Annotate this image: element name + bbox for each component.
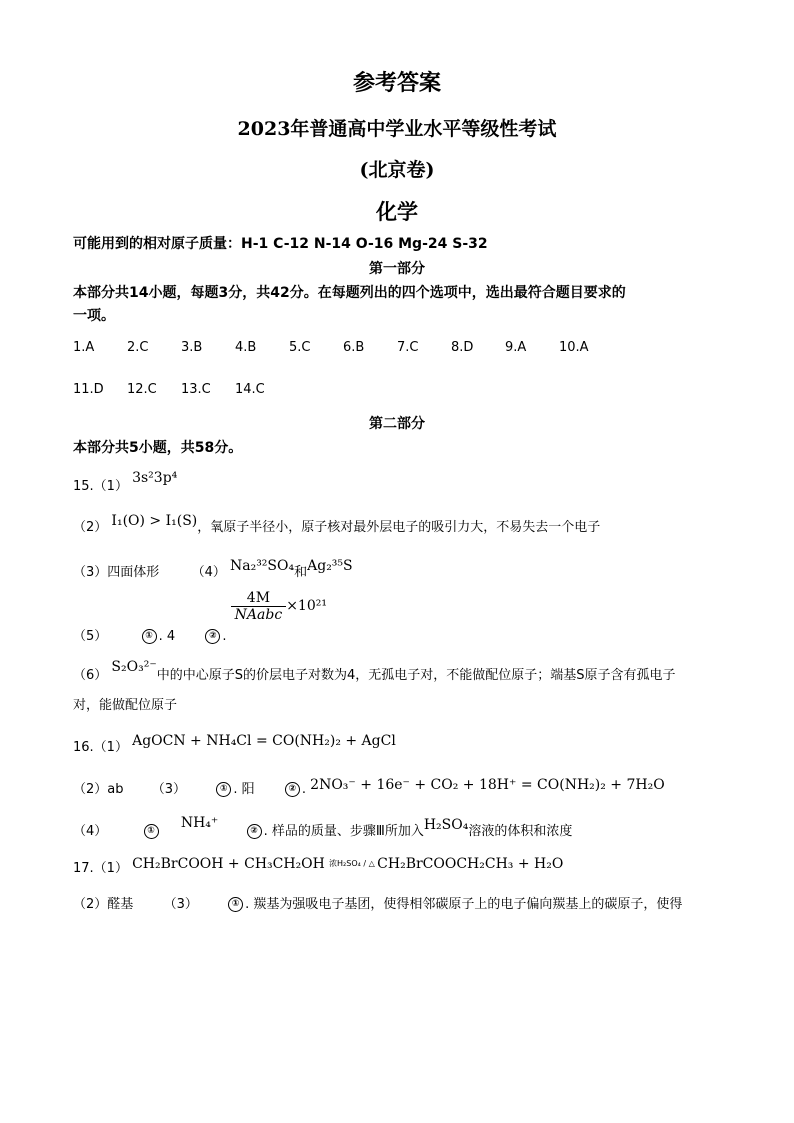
answer-item: 4.B	[235, 340, 257, 355]
q16-label: 16.（1）	[73, 740, 128, 755]
q16-equation-2: 2NO₃⁻ + 16e⁻ + CO₂ + 18H⁺ = CO(NH₂)₂ + 7H₂O	[310, 777, 665, 793]
q15-part1	[73, 470, 178, 494]
q17-condition	[329, 858, 373, 869]
q16-p3-a: . 阳	[233, 782, 255, 797]
q15-p6-cont: 对，能做配位原子	[73, 698, 178, 713]
q15-p5-a: . 4	[158, 629, 176, 644]
q17-p3-text: . 羰基为强吸电子基团，使得相邻碳原子上的电子偏向羰基上的碳原子，使得	[245, 897, 683, 912]
q15-part3-4	[73, 558, 353, 580]
marker-2: ②	[285, 782, 300, 797]
exam-title: 2023年普通高中学业水平等级性考试	[237, 118, 557, 140]
q16-p4-b: . 样品的质量、步骤Ⅲ所加入	[263, 824, 424, 839]
answer-item: 3.B	[181, 340, 203, 355]
exam-region: (北京卷)	[359, 159, 435, 181]
page-title: 参考答案	[352, 71, 441, 96]
marker-1: ①	[228, 897, 243, 912]
atomic-masses: 可能用到的相对原子质量：H-1 C-12 N-14 O-16 Mg-24 S-32	[73, 236, 488, 252]
answer-item: 12.C	[127, 382, 157, 397]
part2-heading: 第二部分	[369, 416, 425, 432]
answer-item: 14.C	[235, 382, 265, 397]
answer-item: 5.C	[289, 340, 311, 355]
q17-products: CH₂BrCOOCH₂CH₃ + H₂O	[377, 856, 564, 872]
q15-formula-a: Na₂³²SO₄	[229, 558, 295, 574]
q15-electron-config: 3s²3p⁴	[132, 470, 178, 486]
q16-p4-label: （4）	[73, 824, 108, 839]
marker-1: ①	[142, 629, 157, 644]
fraction-numerator: 4M	[231, 590, 287, 607]
q15-p4-label: （4）	[191, 565, 226, 580]
q16-p2-label: （2）ab	[73, 782, 124, 797]
q17-part1	[73, 857, 563, 876]
answer-item: 11.D	[73, 382, 104, 397]
density-fraction	[231, 590, 287, 623]
q16-ammonium: NH₄⁺	[180, 815, 219, 831]
q15-ionization-formula: I₁(O) > I₁(S)	[111, 513, 198, 529]
q15-p5-label: （5）	[73, 629, 108, 644]
q16-sulfuric-acid: H₂SO₄	[423, 817, 469, 833]
subject-title: 化学	[376, 200, 418, 224]
q15-thiosulfate: S₂O₃²⁻	[111, 659, 157, 675]
q15-formula-b: Ag₂³⁵S	[307, 558, 353, 574]
q17-part2-3	[73, 893, 682, 912]
q17-p2-label: （2）醛基	[73, 897, 134, 912]
q15-and: 和	[294, 565, 308, 580]
q16-part4	[73, 815, 573, 839]
fraction-exponent: ×10²¹	[286, 598, 327, 614]
q16-p4-tail: 溶液的体积和浓度	[468, 824, 573, 839]
q15-p6-text: 中的中心原子S的价层电子对数为4，无孤电子对，不能做配位原子；端基S原子含有孤电子	[156, 668, 676, 683]
q17-p3-label: （3）	[163, 897, 198, 912]
answer-item: 13.C	[181, 382, 211, 397]
q17-condition-text: 浓H₂SO₄ / △	[329, 859, 375, 868]
answer-item: 1.A	[73, 340, 95, 355]
part1-heading: 第一部分	[369, 261, 425, 277]
q16-part2-3	[73, 778, 665, 797]
q15-p3-label: （3）四面体形	[73, 565, 160, 580]
part2-instructions: 本部分共5小题，共58分。	[73, 440, 243, 456]
q17-label: 17.（1）	[73, 861, 128, 876]
fraction-denominator: NAabc	[234, 607, 283, 623]
q15-part6	[73, 659, 676, 683]
answer-item: 7.C	[397, 340, 419, 355]
q15-p5-b: .	[222, 629, 227, 644]
q16-part1	[73, 733, 396, 755]
q15-p6-label: （6）	[73, 668, 108, 683]
marker-2: ②	[205, 629, 220, 644]
part1-instructions: 本部分共14小题，每题3分，共42分。在每题列出的四个选项中，选出最符合题目要求的	[73, 285, 626, 301]
marker-1: ①	[216, 782, 231, 797]
q16-p3-label: （3）	[151, 782, 187, 797]
q15-part2	[73, 513, 601, 535]
q17-reactants: CH₂BrCOOH + CH₃CH₂OH	[132, 856, 325, 872]
q15-p2-text: ，氧原子半径小，原子核对最外层电子的吸引力大，不易失去一个电子	[197, 520, 601, 535]
marker-1: ①	[144, 824, 159, 839]
answers-row-2	[73, 382, 289, 397]
q16-p3-b: .	[301, 782, 307, 797]
q16-equation-1: AgOCN + NH₄Cl = CO(NH₂)₂ + AgCl	[132, 733, 396, 749]
answer-item: 10.A	[559, 340, 589, 355]
marker-2: ②	[247, 824, 262, 839]
answer-item: 9.A	[505, 340, 527, 355]
q15-label: 15.（1）	[73, 479, 128, 494]
q15-part5	[73, 590, 327, 644]
answer-item: 6.B	[343, 340, 365, 355]
part1-instructions-cont: 一项。	[73, 308, 115, 324]
answer-item: 8.D	[451, 340, 474, 355]
answers-row-1	[73, 340, 613, 355]
q15-p2-label: （2）	[73, 520, 108, 535]
answer-item: 2.C	[127, 340, 149, 355]
